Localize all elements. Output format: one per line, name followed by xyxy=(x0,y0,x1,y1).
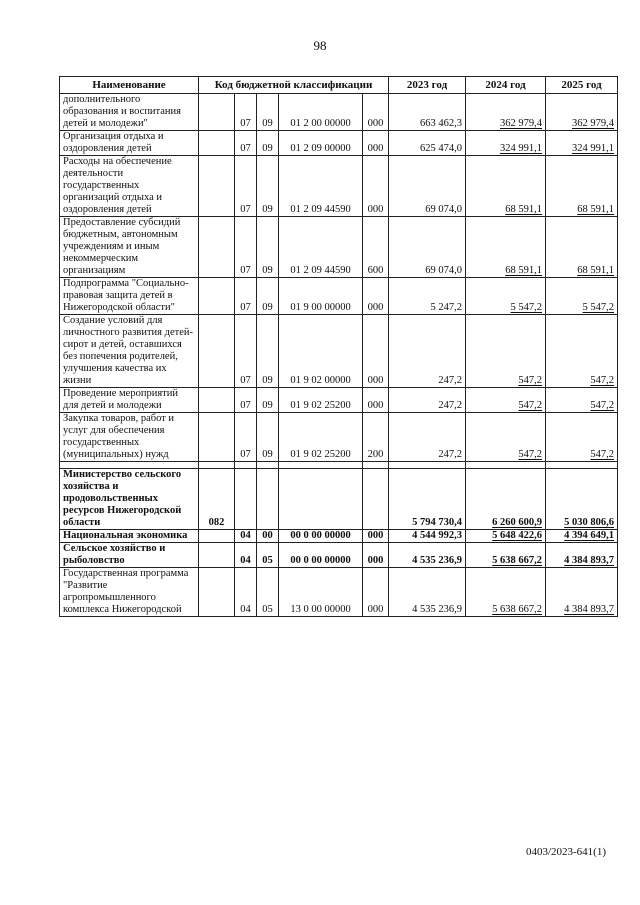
cell-ministry-code xyxy=(199,94,235,131)
cell-target-article xyxy=(279,469,363,530)
cell-target-article: 01 2 09 44590 xyxy=(279,217,363,278)
cell-subsection: 05 xyxy=(257,543,279,568)
cell-section: 07 xyxy=(235,94,257,131)
cell-2024: 68 591,1 xyxy=(466,217,546,278)
cell-2023: 69 074,0 xyxy=(389,217,466,278)
cell-expense-type: 000 xyxy=(363,388,389,413)
cell-target-article: 13 0 00 00000 xyxy=(279,568,363,617)
cell-2025: 547,2 xyxy=(546,413,618,462)
cell-expense-type: 000 xyxy=(363,530,389,543)
cell-target-article: 00 0 00 00000 xyxy=(279,543,363,568)
cell-ministry-code xyxy=(199,530,235,543)
cell-section: 07 xyxy=(235,217,257,278)
cell-section: 07 xyxy=(235,413,257,462)
table-header-row xyxy=(60,77,618,94)
cell-2023: 247,2 xyxy=(389,315,466,388)
cell-subsection: 00 xyxy=(257,530,279,543)
cell-expense-type: 600 xyxy=(363,217,389,278)
cell-2023: 663 462,3 xyxy=(389,94,466,131)
cell-section: 07 xyxy=(235,315,257,388)
cell-expense-type: 000 xyxy=(363,131,389,156)
spacer-cell xyxy=(279,462,363,469)
cell-ministry-code xyxy=(199,568,235,617)
cell-section: 04 xyxy=(235,543,257,568)
cell-2025: 362 979,4 xyxy=(546,94,618,131)
table-row xyxy=(60,413,618,462)
cell-2024: 68 591,1 xyxy=(466,156,546,217)
table-body xyxy=(60,94,618,617)
cell-target-article: 00 0 00 00000 xyxy=(279,530,363,543)
cell-subsection: 09 xyxy=(257,278,279,315)
cell-ministry-code xyxy=(199,388,235,413)
cell-subsection: 09 xyxy=(257,156,279,217)
cell-2023: 5 247,2 xyxy=(389,278,466,315)
cell-name: Проведение мероприятий для детей и молодежи xyxy=(60,388,199,413)
spacer-cell xyxy=(546,462,618,469)
cell-2024: 5 638 667,2 xyxy=(466,543,546,568)
spacer-cell xyxy=(389,462,466,469)
cell-2025: 4 384 893,7 xyxy=(546,568,618,617)
cell-2025: 4 394 649,1 xyxy=(546,530,618,543)
cell-name: Национальная экономика xyxy=(60,530,199,543)
table-row xyxy=(60,131,618,156)
cell-expense-type xyxy=(363,469,389,530)
header-2023: 2023 год xyxy=(389,77,466,94)
cell-subsection: 09 xyxy=(257,388,279,413)
cell-2023: 4 535 236,9 xyxy=(389,568,466,617)
table-row xyxy=(60,315,618,388)
cell-name: Расходы на обеспечение деятельности государственных организаций отдыха и оздоровления детей xyxy=(60,156,199,217)
cell-target-article: 01 2 09 00000 xyxy=(279,131,363,156)
cell-target-article: 01 9 02 25200 xyxy=(279,388,363,413)
cell-2024: 547,2 xyxy=(466,388,546,413)
cell-2024: 5 638 667,2 xyxy=(466,568,546,617)
cell-2023: 625 474,0 xyxy=(389,131,466,156)
cell-section: 04 xyxy=(235,530,257,543)
cell-ministry-code: 082 xyxy=(199,469,235,530)
cell-target-article: 01 9 02 00000 xyxy=(279,315,363,388)
table-row xyxy=(60,217,618,278)
cell-subsection: 09 xyxy=(257,131,279,156)
header-2025: 2025 год xyxy=(546,77,618,94)
cell-ministry-code xyxy=(199,543,235,568)
table-row xyxy=(60,568,618,617)
cell-name: Предоставление субсидий бюджетным, автономным учреждениям и иным некоммерческим организациям xyxy=(60,217,199,278)
cell-2025: 5 030 806,6 xyxy=(546,469,618,530)
cell-target-article: 01 9 00 00000 xyxy=(279,278,363,315)
cell-section: 04 xyxy=(235,568,257,617)
cell-2024: 362 979,4 xyxy=(466,94,546,131)
cell-2024: 5 547,2 xyxy=(466,278,546,315)
cell-name: Подпрограмма "Социально-правовая защита детей в Нижегородской области" xyxy=(60,278,199,315)
cell-section: 07 xyxy=(235,156,257,217)
cell-2025: 68 591,1 xyxy=(546,217,618,278)
budget-table xyxy=(59,76,618,617)
table-row xyxy=(60,530,618,543)
cell-name: Закупка товаров, работ и услуг для обеспечения государственных (муниципальных) нужд xyxy=(60,413,199,462)
cell-2025: 5 547,2 xyxy=(546,278,618,315)
spacer-cell xyxy=(466,462,546,469)
cell-subsection: 05 xyxy=(257,568,279,617)
cell-2024: 547,2 xyxy=(466,315,546,388)
cell-2025: 68 591,1 xyxy=(546,156,618,217)
table-row xyxy=(60,543,618,568)
cell-2023: 4 544 992,3 xyxy=(389,530,466,543)
cell-name: Государственная программа "Развитие агропромышленного комплекса Нижегородской xyxy=(60,568,199,617)
spacer-cell xyxy=(199,462,235,469)
cell-target-article: 01 2 00 00000 xyxy=(279,94,363,131)
table-row xyxy=(60,388,618,413)
cell-2024: 547,2 xyxy=(466,413,546,462)
footer-code: 0403/2023-641(1) xyxy=(525,846,606,858)
cell-2025: 547,2 xyxy=(546,388,618,413)
cell-2024: 6 260 600,9 xyxy=(466,469,546,530)
cell-section xyxy=(235,469,257,530)
cell-2023: 247,2 xyxy=(389,413,466,462)
cell-target-article: 01 2 09 44590 xyxy=(279,156,363,217)
cell-subsection: 09 xyxy=(257,315,279,388)
cell-expense-type: 000 xyxy=(363,94,389,131)
cell-expense-type: 000 xyxy=(363,278,389,315)
cell-ministry-code xyxy=(199,131,235,156)
cell-section: 07 xyxy=(235,388,257,413)
cell-2025: 4 384 893,7 xyxy=(546,543,618,568)
cell-expense-type: 000 xyxy=(363,156,389,217)
table-row xyxy=(60,469,618,530)
cell-ministry-code xyxy=(199,156,235,217)
spacer-cell xyxy=(235,462,257,469)
cell-ministry-code xyxy=(199,217,235,278)
spacer-cell xyxy=(363,462,389,469)
cell-expense-type: 000 xyxy=(363,568,389,617)
cell-ministry-code xyxy=(199,315,235,388)
cell-name: Создание условий для личностного развития детей-сирот и детей, оставшихся без попечения родителей, улучшения качества их жизни xyxy=(60,315,199,388)
cell-target-article: 01 9 02 25200 xyxy=(279,413,363,462)
cell-subsection: 09 xyxy=(257,413,279,462)
cell-name: Сельское хозяйство и рыболовство xyxy=(60,543,199,568)
table-row xyxy=(60,278,618,315)
table-row xyxy=(60,94,618,131)
header-2024: 2024 год xyxy=(466,77,546,94)
cell-2023: 69 074,0 xyxy=(389,156,466,217)
cell-expense-type: 000 xyxy=(363,315,389,388)
cell-section: 07 xyxy=(235,131,257,156)
cell-ministry-code xyxy=(199,413,235,462)
cell-section: 07 xyxy=(235,278,257,315)
spacer-row xyxy=(60,462,618,469)
cell-2024: 5 648 422,6 xyxy=(466,530,546,543)
cell-expense-type: 200 xyxy=(363,413,389,462)
cell-subsection xyxy=(257,469,279,530)
spacer-cell xyxy=(60,462,199,469)
page-number: 98 xyxy=(313,38,327,53)
table-row xyxy=(60,156,618,217)
cell-2023: 4 535 236,9 xyxy=(389,543,466,568)
cell-subsection: 09 xyxy=(257,94,279,131)
cell-subsection: 09 xyxy=(257,217,279,278)
header-code: Код бюджетной классификации xyxy=(199,77,389,94)
header-name: Наименование xyxy=(60,77,199,94)
cell-expense-type: 000 xyxy=(363,543,389,568)
cell-name: Министерство сельского хозяйства и продовольственных ресурсов Нижегородской области xyxy=(60,469,199,530)
spacer-cell xyxy=(257,462,279,469)
cell-ministry-code xyxy=(199,278,235,315)
cell-2025: 324 991,1 xyxy=(546,131,618,156)
cell-2025: 547,2 xyxy=(546,315,618,388)
cell-name: Организация отдыха и оздоровления детей xyxy=(60,131,199,156)
cell-2024: 324 991,1 xyxy=(466,131,546,156)
cell-name: дополнительного образования и воспитания детей и молодежи" xyxy=(60,94,199,131)
cell-2023: 247,2 xyxy=(389,388,466,413)
cell-2023: 5 794 730,4 xyxy=(389,469,466,530)
